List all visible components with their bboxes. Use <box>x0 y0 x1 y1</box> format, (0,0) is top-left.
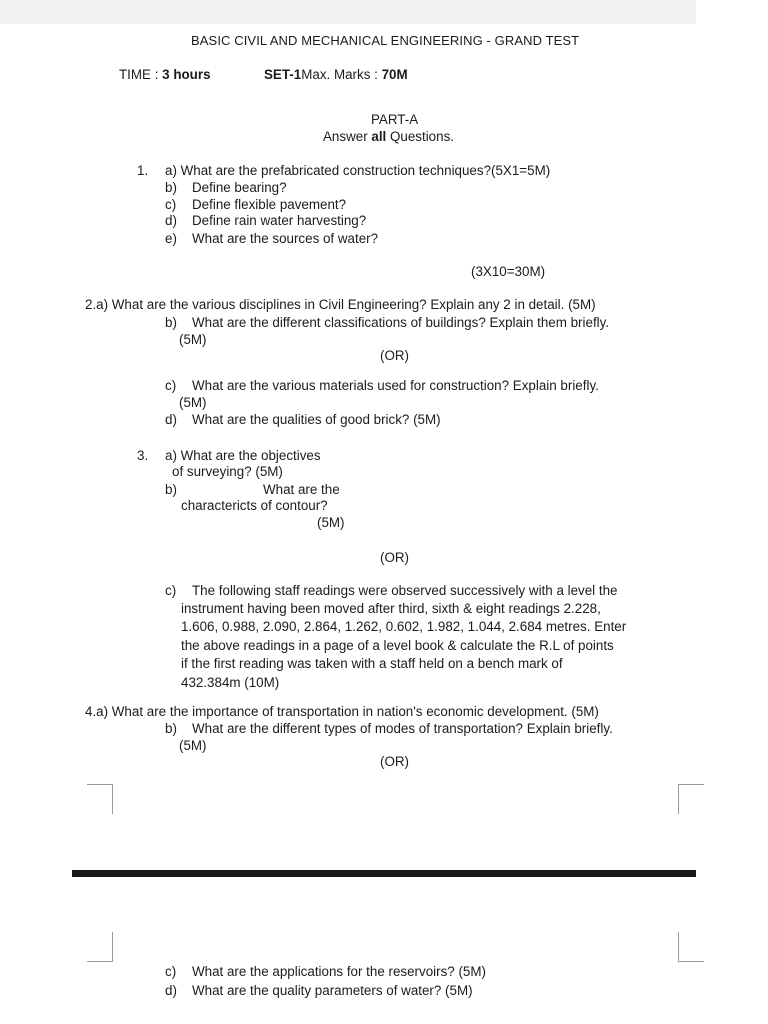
q2-b-label: b) <box>165 315 177 330</box>
max-marks-value: 70M <box>381 67 408 82</box>
q3-b-marks: (5M) <box>317 515 345 530</box>
time-value: 3 hours <box>162 67 211 82</box>
instruction-pre: Answer <box>323 129 372 144</box>
q3-c-line1: The following staff readings were observed successively with a level the <box>192 583 618 598</box>
q1-d: Define rain water harvesting? <box>192 213 367 228</box>
time-label: TIME : <box>119 67 163 82</box>
q2-or: (OR) <box>380 348 410 363</box>
top-bar <box>0 0 696 24</box>
q4-d-label: d) <box>165 983 177 998</box>
q3-c-label: c) <box>165 583 177 598</box>
q2-d: What are the qualities of good brick? (5M) <box>192 412 441 427</box>
q1-b: Define bearing? <box>192 180 287 195</box>
q2-b-marks: (5M) <box>179 332 207 347</box>
q3-or: (OR) <box>380 550 410 565</box>
q4-b-marks: (5M) <box>179 738 207 753</box>
q1-a: a) What are the prefabricated construction techniques?(5X1=5M) <box>165 163 551 178</box>
q3-b-line2: charactericts of contour? <box>181 498 328 513</box>
part-heading: PART-A <box>371 112 419 127</box>
q2-b: What are the different classifications of buildings? Explain them briefly. <box>192 315 610 330</box>
page-break-rule <box>72 870 696 877</box>
section-marks: (3X10=30M) <box>471 264 546 279</box>
q3-c-line6: 432.384m (10M) <box>181 675 280 690</box>
q2-d-label: d) <box>165 412 177 427</box>
q4-b: What are the different types of modes of transportation? Explain briefly. <box>192 721 613 736</box>
q2-c: What are the various materials used for construction? Explain briefly. <box>192 378 599 393</box>
marks-info <box>264 66 408 83</box>
q3-c-line2: instrument having been moved after third, sixth & eight readings 2.228, <box>181 601 601 616</box>
q1-c-label: c) <box>165 197 177 212</box>
q3-number: 3. <box>137 448 149 463</box>
q3-a-line1: a) What are the objectives <box>165 448 321 463</box>
q3-c-line5: if the first reading was taken with a staff held on a bench mark of <box>181 656 563 671</box>
q4-c-label: c) <box>165 964 177 979</box>
q2-c-marks: (5M) <box>179 395 207 410</box>
q2-c-label: c) <box>165 378 177 393</box>
q3-c-line4: the above readings in a page of a level book & calculate the R.L of points <box>181 638 614 653</box>
q1-e: What are the sources of water? <box>192 231 379 246</box>
crop-mark-bottom-left <box>87 932 113 962</box>
q3-a-line2: of surveying? (5M) <box>172 464 283 479</box>
instruction-bold: all <box>371 129 387 144</box>
time-info <box>119 66 211 83</box>
q4-b-label: b) <box>165 721 177 736</box>
q1-c: Define flexible pavement? <box>192 197 347 212</box>
q1-e-label: e) <box>165 231 177 246</box>
instruction-post: Questions. <box>386 129 454 144</box>
max-marks-label: Max. Marks : <box>301 67 382 82</box>
part-instruction <box>323 128 454 145</box>
crop-mark-top-right <box>678 784 704 814</box>
q3-c-line3: 1.606, 0.988, 2.090, 2.864, 1.262, 0.602, 1.982, 1.044, 2.684 metres. Enter <box>181 619 627 634</box>
q1-d-label: d) <box>165 213 177 228</box>
q4-d: What are the quality parameters of water? (5M) <box>192 983 473 998</box>
crop-mark-bottom-right <box>678 932 704 962</box>
q3-b-label: b) <box>165 482 177 497</box>
crop-mark-top-left <box>87 784 113 814</box>
q3-b-line1: What are the <box>263 482 340 497</box>
exam-title: BASIC CIVIL AND MECHANICAL ENGINEERING - GRAND TEST <box>191 33 580 48</box>
q4-a: 4.a) What are the importance of transportation in nation's economic development. (5M) <box>85 704 599 719</box>
q1-b-label: b) <box>165 180 177 195</box>
q1-number: 1. <box>137 163 149 178</box>
q4-or: (OR) <box>380 754 410 769</box>
set-label: SET-1 <box>264 67 302 82</box>
q4-c: What are the applications for the reservoirs? (5M) <box>192 964 486 979</box>
q2-a: 2.a) What are the various disciplines in Civil Engineering? Explain any 2 in detail. (5M) <box>85 297 596 312</box>
